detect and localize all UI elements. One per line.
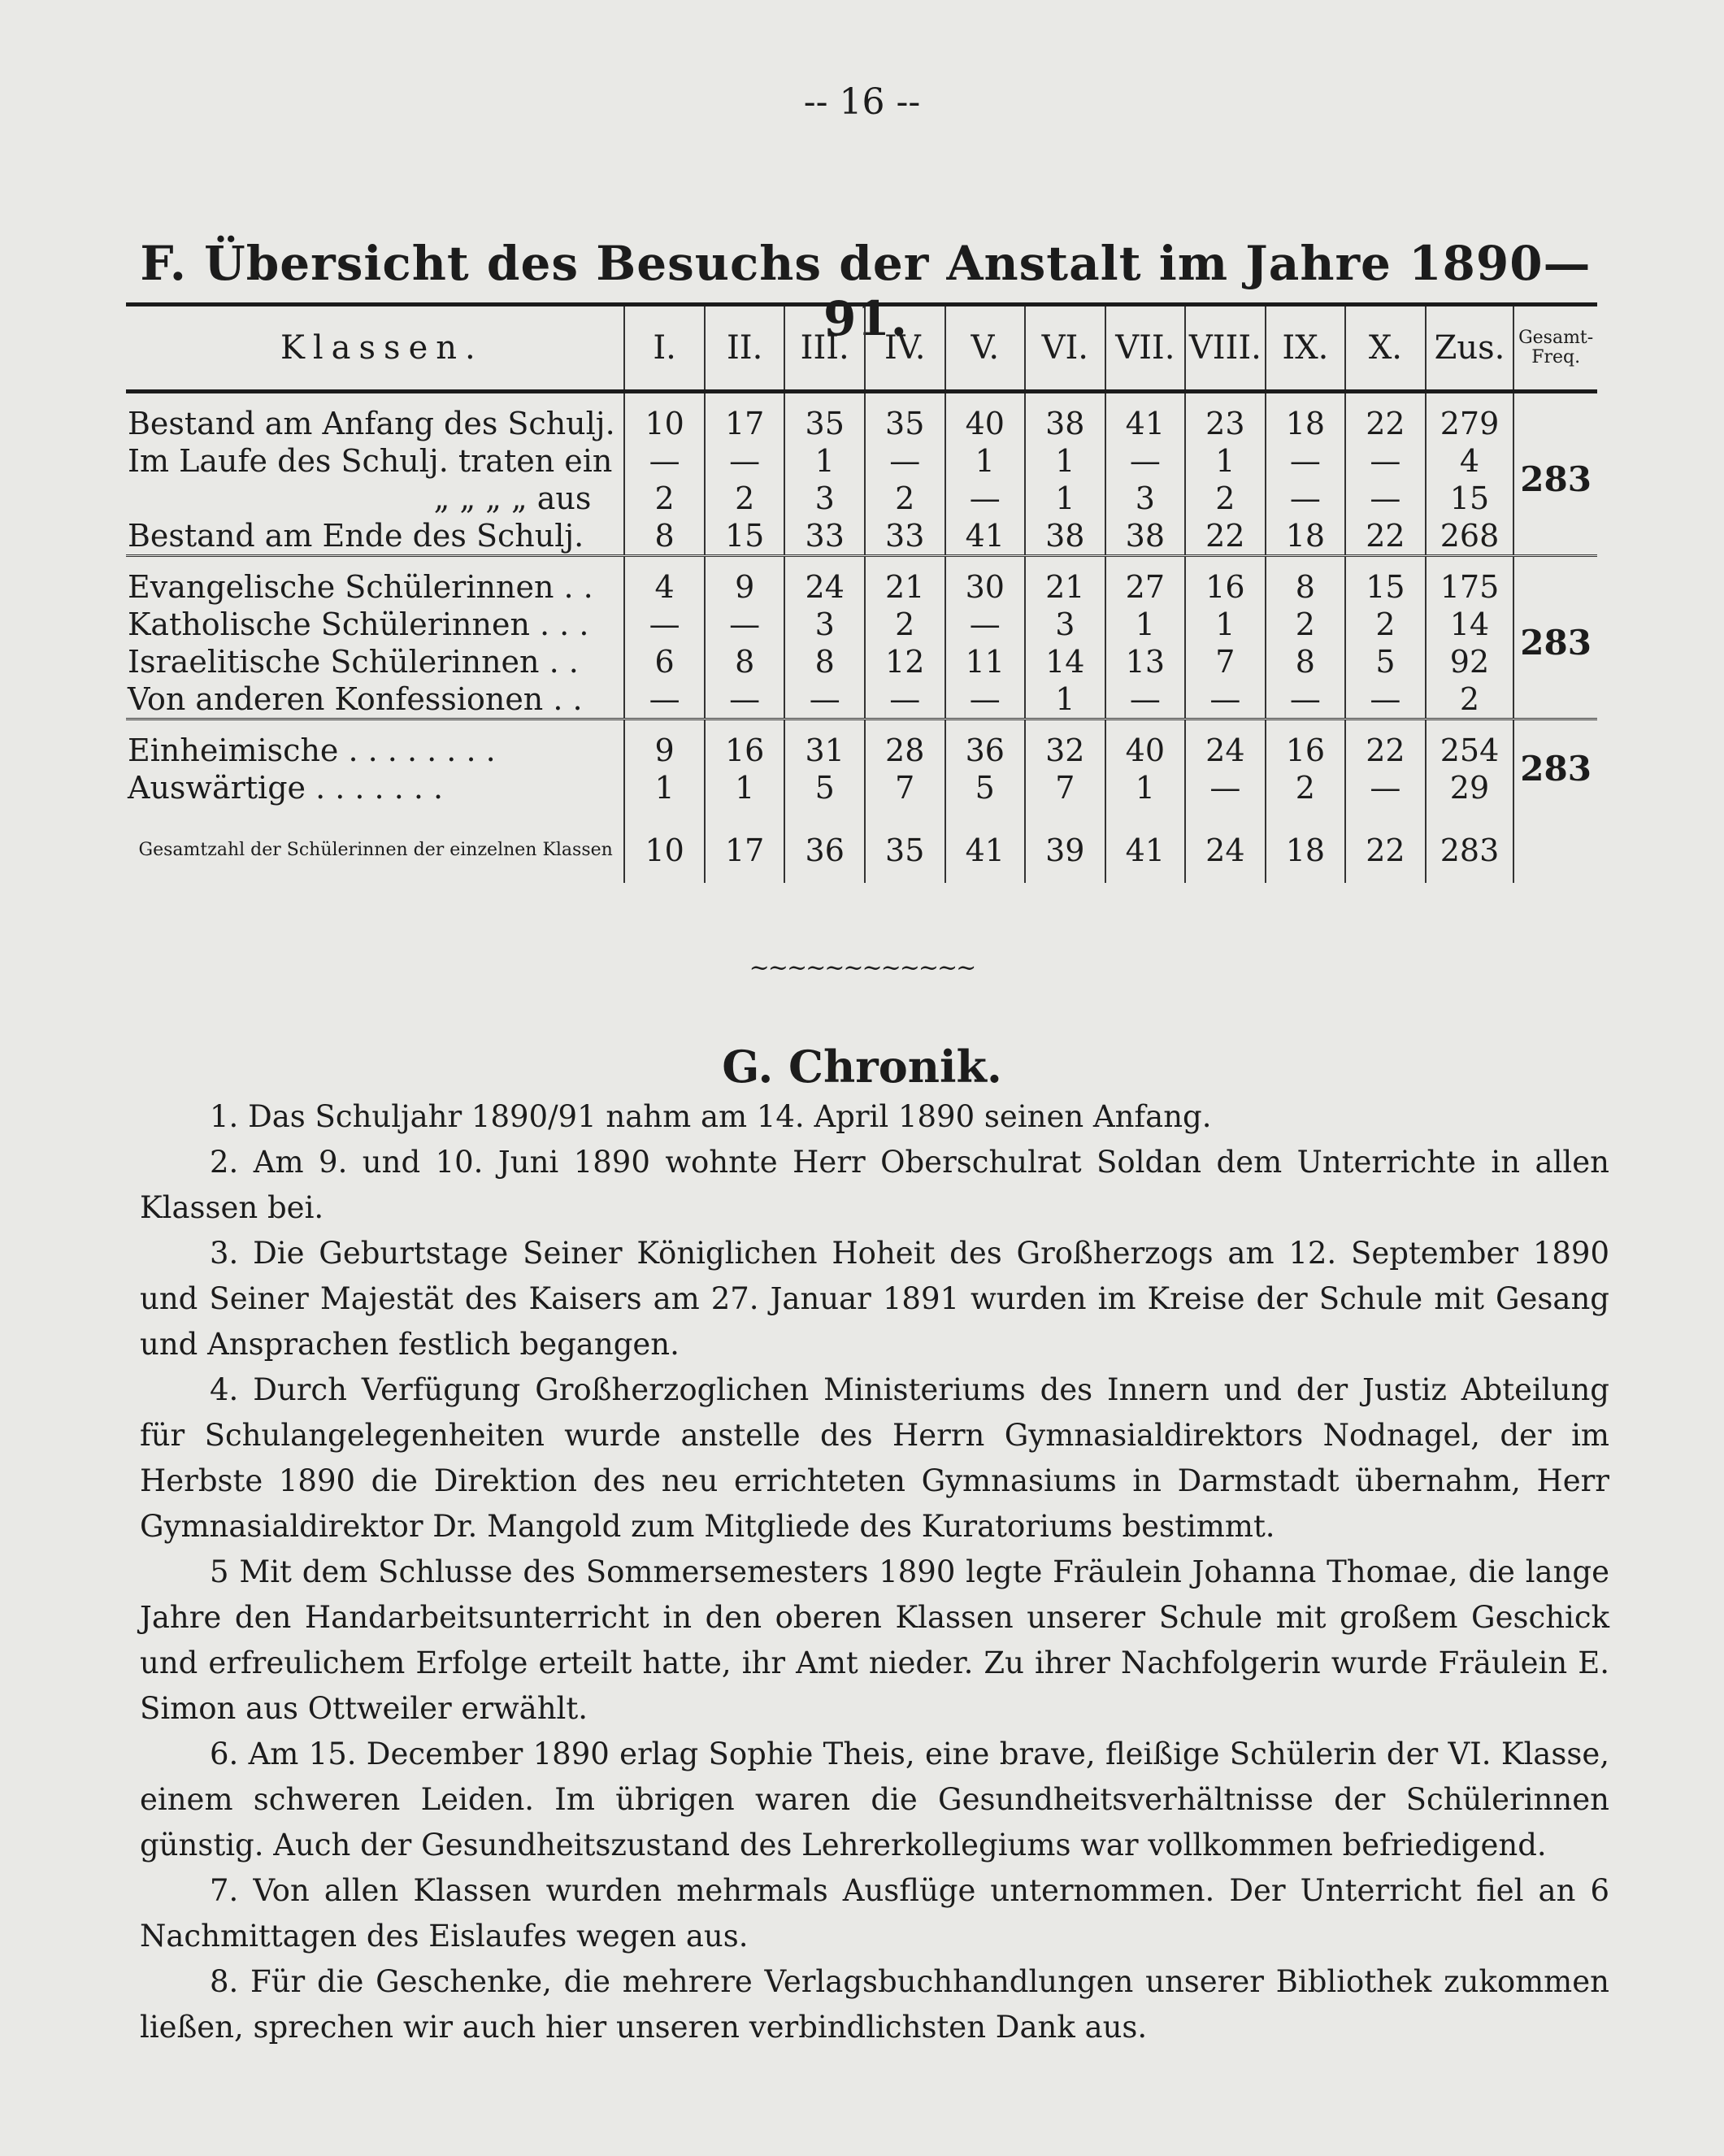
total-class-cell: 39 [1025,818,1105,883]
chronik-item: 7. Von allen Klassen wurden mehrmals Ausflüge unternommen. Der Unterricht fiel an 6 Nachmittagen des Eislaufes wegen aus. [140,1873,1609,1954]
class-value-cell: 38 [1025,517,1105,556]
class-value-cell: 8 [1266,568,1346,606]
class-value-cell: 1 [705,769,785,806]
class-value-cell: 32 [1025,732,1105,769]
spacer-cell [126,806,624,818]
row-label: Einheimische . . . . . . . . [126,732,624,769]
header-class: II. [705,305,785,392]
table-header-row [126,305,1597,392]
class-value-cell: — [705,606,785,643]
table-row [126,680,1597,719]
spacer-cell [784,806,865,818]
row-label: Bestand am Anfang des Schulj. [126,405,624,442]
total-row-label: Gesamtzahl der Schülerinnen der einzelnen Klassen [126,818,624,883]
class-value-cell: 10 [624,405,705,442]
table-row [126,643,1597,680]
row-sum-cell: 29 [1426,769,1514,806]
chronik-list [140,1094,1609,2050]
table-row [126,769,1597,806]
class-value-cell: 22 [1345,517,1426,556]
spacer-cell [624,392,705,406]
class-value-cell: 1 [1185,606,1266,643]
header-sum: Zus. [1426,305,1514,392]
class-value-cell: 28 [865,732,945,769]
spacer-cell [865,392,945,406]
group-separator [126,719,1597,732]
class-value-cell: — [624,442,705,480]
chronik-item: 2. Am 9. und 10. Juni 1890 wohnte Herr Oberschulrat Soldan dem Unterrichte in allen Klassen bei. [140,1145,1609,1225]
chronik-item: 8. Für die Geschenke, die mehrere Verlagsbuchhandlungen unserer Bibliothek zukommen ließen, sprechen wir auch hier unseren verbindlichsten Dank aus. [140,1964,1609,2045]
group-total-frequency: 283 [1520,459,1592,499]
class-value-cell: 30 [945,568,1026,606]
group-spacer [126,392,1597,406]
separator-cell [1513,556,1597,569]
spacer-cell [1266,806,1346,818]
header-class: V. [945,305,1026,392]
class-value-cell: 35 [784,405,865,442]
separator-cell [1105,719,1186,732]
header-class: IX. [1266,305,1346,392]
class-value-cell: 1 [945,442,1026,480]
class-value-cell: 1 [784,442,865,480]
separator-cell [945,556,1026,569]
spacer-cell [1426,392,1514,406]
class-value-cell: 1 [1185,442,1266,480]
spacer-cell [1105,806,1186,818]
row-label: Katholische Schülerinnen . . . [126,606,624,643]
class-value-cell: — [865,680,945,719]
row-label: Israelitische Schülerinnen . . [126,643,624,680]
spacer-cell [1345,806,1426,818]
class-value-cell: — [705,680,785,719]
separator-cell [1025,556,1105,569]
total-row [126,818,1597,883]
total-class-cell: 17 [705,818,785,883]
separator-cell [1266,719,1346,732]
empty-cell [1513,818,1597,883]
class-value-cell: 22 [1345,732,1426,769]
class-value-cell: 11 [945,643,1026,680]
table-row [126,442,1597,480]
class-value-cell: — [784,680,865,719]
class-value-cell: 1 [624,769,705,806]
class-value-cell: 1 [1025,442,1105,480]
class-value-cell: 1 [1025,480,1105,517]
class-value-cell: 24 [784,568,865,606]
class-value-cell: — [624,680,705,719]
class-value-cell: 8 [705,643,785,680]
class-value-cell: 8 [1266,643,1346,680]
spacer-cell [624,806,705,818]
header-class: I. [624,305,705,392]
class-value-cell: 2 [1266,606,1346,643]
spacer-cell [1025,806,1105,818]
row-sum-cell: 4 [1426,442,1514,480]
class-value-cell: 5 [1345,643,1426,680]
header-class: IV. [865,305,945,392]
class-value-cell: 27 [1105,568,1186,606]
spacer-cell [1185,806,1266,818]
class-value-cell: 40 [945,405,1026,442]
class-value-cell: 12 [865,643,945,680]
class-value-cell: — [945,606,1026,643]
group-separator [126,556,1597,569]
class-value-cell: 33 [784,517,865,556]
class-value-cell: 16 [1185,568,1266,606]
row-sum-cell: 268 [1426,517,1514,556]
class-value-cell: 18 [1266,517,1346,556]
separator-cell [1185,556,1266,569]
class-value-cell: 36 [945,732,1026,769]
class-value-cell: — [1266,480,1346,517]
header-class: VII. [1105,305,1186,392]
row-label: Von anderen Konfessionen . . [126,680,624,719]
attendance-table [126,302,1597,883]
class-value-cell: 7 [1185,643,1266,680]
class-value-cell: 16 [1266,732,1346,769]
class-value-cell: — [945,480,1026,517]
header-classes-label: Klassen. [126,305,624,392]
class-value-cell: 5 [784,769,865,806]
chronik-item: 4. Durch Verfügung Großherzoglichen Ministeriums des Innern und der Justiz Abteilung für Schulangelegenheiten wurde anstelle des Herrn Gymnasialdirektors Nodnagel, der im Herbste 1890 die Direktion des neu errichteten Gymnasiums in Darmstadt übernahm, Herr Gymnasialdirektor Dr. Mangold zum Mitgliede des Kuratoriums bestimmt. [140,1372,1609,1544]
separator-cell [1345,719,1426,732]
class-value-cell: — [1105,442,1186,480]
class-value-cell: 15 [1345,568,1426,606]
spacer-cell [705,806,785,818]
attendance-table-container [126,302,1597,883]
class-value-cell: 7 [865,769,945,806]
class-value-cell: 2 [705,480,785,517]
separator-cell [1025,719,1105,732]
separator-cell [705,719,785,732]
group-total-frequency: 283 [1520,749,1592,789]
class-value-cell: 35 [865,405,945,442]
class-value-cell: 14 [1025,643,1105,680]
chronik-item: 1. Das Schuljahr 1890/91 nahm am 14. April 1890 seinen Anfang. [210,1099,1212,1134]
separator-cell [1426,719,1514,732]
class-value-cell: — [1185,769,1266,806]
class-value-cell: — [1345,680,1426,719]
class-value-cell: — [1345,769,1426,806]
class-value-cell: 2 [865,606,945,643]
class-value-cell: 2 [1345,606,1426,643]
separator-cell [784,556,865,569]
class-value-cell: 5 [945,769,1026,806]
total-spacer [126,806,1597,818]
class-value-cell: 7 [1025,769,1105,806]
separator-cell [705,556,785,569]
total-class-cell: 41 [1105,818,1186,883]
separator-cell [126,556,624,569]
chronik-item: 3. Die Geburtstage Seiner Königlichen Hoheit des Großherzogs am 12. September 1890 und Seiner Majestät des Kaisers am 27. Januar 1891 wurden im Kreise der Schule mit Gesang und Ansprachen festlich begangen. [140,1236,1609,1362]
separator-cell [1266,556,1346,569]
chronik-item: 5 Mit dem Schlusse des Sommersemesters 1890 legte Fräulein Johanna Thomae, die lange Jahre den Handarbeitsunterricht in den oberen Klassen unserer Schule mit großem Geschick und erfreulichem Erfolge erteilt hatte, ihr Amt nieder. Zu ihrer Nachfolgerin wurde Fräulein E. Simon aus Ottweiler erwählt. [140,1554,1609,1726]
header-class: X. [1345,305,1426,392]
spacer-cell [945,806,1026,818]
class-value-cell: 41 [945,517,1026,556]
class-value-cell: 2 [624,480,705,517]
class-value-cell: — [1105,680,1186,719]
total-class-cell: 41 [945,818,1026,883]
class-value-cell: — [624,606,705,643]
class-value-cell: 2 [865,480,945,517]
total-class-cell: 35 [865,818,945,883]
table-row [126,732,1597,769]
row-label: „ „ „ „ aus [126,480,624,517]
spacer-cell [705,392,785,406]
total-class-cell: 36 [784,818,865,883]
row-label: Auswärtige . . . . . . . [126,769,624,806]
class-value-cell: 21 [865,568,945,606]
class-value-cell: 2 [1266,769,1346,806]
class-value-cell: 8 [784,643,865,680]
table-row [126,606,1597,643]
total-class-cell: 24 [1185,818,1266,883]
table-row [126,480,1597,517]
class-value-cell: 3 [1025,606,1105,643]
class-value-cell: 1 [1025,680,1105,719]
class-value-cell: 22 [1345,405,1426,442]
class-value-cell: 2 [1185,480,1266,517]
separator-cell [126,719,624,732]
class-value-cell: 41 [1105,405,1186,442]
header-class: VIII. [1185,305,1266,392]
header-class: VI. [1025,305,1105,392]
class-value-cell: 17 [705,405,785,442]
spacer-cell [865,806,945,818]
class-value-cell: 4 [624,568,705,606]
class-value-cell: — [1345,442,1426,480]
class-value-cell: 3 [1105,480,1186,517]
spacer-cell [1185,392,1266,406]
class-value-cell: 16 [705,732,785,769]
group-total-frequency: 283 [1520,623,1592,663]
class-value-cell: 3 [784,480,865,517]
class-value-cell: 21 [1025,568,1105,606]
row-sum-cell: 279 [1426,405,1514,442]
separator-cell [945,719,1026,732]
header-total-frequency: Gesamt-Freq. [1513,305,1597,392]
total-class-cell: 18 [1266,818,1346,883]
class-value-cell: — [705,442,785,480]
class-value-cell: — [1266,442,1346,480]
row-sum-cell: 254 [1426,732,1514,769]
class-value-cell: 9 [705,568,785,606]
chronik-item: 6. Am 15. December 1890 erlag Sophie Theis, eine brave, fleißige Schülerin der VI. Klasse, einem schweren Leiden. Im übrigen waren die Gesundheitsverhältnisse der Schülerinnen günstig. Auch der Gesundheitszustand des Lehrerkollegiums war vollkommen befriedigend. [140,1737,1609,1863]
class-value-cell: 22 [1185,517,1266,556]
spacer-cell [1345,392,1426,406]
separator-cell [865,719,945,732]
class-value-cell: 31 [784,732,865,769]
spacer-cell [126,392,624,406]
total-sum-cell: 283 [1426,818,1514,883]
class-value-cell: 23 [1185,405,1266,442]
class-value-cell: 1 [1105,606,1186,643]
spacer-cell [1105,392,1186,406]
separator-cell [1513,719,1597,732]
spacer-cell [945,392,1026,406]
row-label: Evangelische Schülerinnen . . [126,568,624,606]
class-value-cell: 3 [784,606,865,643]
class-value-cell: 38 [1025,405,1105,442]
class-value-cell: 9 [624,732,705,769]
total-class-cell: 10 [624,818,705,883]
page-number: -- 16 -- [803,81,921,123]
separator-cell [1185,719,1266,732]
row-sum-cell: 2 [1426,680,1514,719]
row-sum-cell: 175 [1426,568,1514,606]
class-value-cell: — [1345,480,1426,517]
spacer-cell [1426,806,1514,818]
class-value-cell: 1 [1105,769,1186,806]
row-sum-cell: 15 [1426,480,1514,517]
class-value-cell: 40 [1105,732,1186,769]
class-value-cell: — [945,680,1026,719]
separator-cell [1426,556,1514,569]
row-sum-cell: 14 [1426,606,1514,643]
class-value-cell: 8 [624,517,705,556]
class-value-cell: 6 [624,643,705,680]
separator-cell [624,556,705,569]
class-value-cell: 24 [1185,732,1266,769]
class-value-cell: 18 [1266,405,1346,442]
separator-cell [1105,556,1186,569]
spacer-cell [784,392,865,406]
class-value-cell: — [865,442,945,480]
class-value-cell: 33 [865,517,945,556]
class-value-cell: 38 [1105,517,1186,556]
class-value-cell: — [1266,680,1346,719]
spacer-cell [1025,392,1105,406]
total-class-cell: 22 [1345,818,1426,883]
table-body [126,392,1597,884]
spacer-cell [1266,392,1346,406]
row-label: Im Laufe des Schulj. traten ein [126,442,624,480]
table-row [126,568,1597,606]
spacer-cell [1513,806,1597,818]
header-class: III. [784,305,865,392]
class-value-cell: 15 [705,517,785,556]
section-g-title: G. Chronik. [722,1041,1002,1093]
separator-cell [624,719,705,732]
class-value-cell: 13 [1105,643,1186,680]
row-label: Bestand am Ende des Schulj. [126,517,624,556]
separator-cell [1345,556,1426,569]
separator-cell [784,719,865,732]
row-sum-cell: 92 [1426,643,1514,680]
separator-cell [865,556,945,569]
section-divider: ~~~~~~~~~~~~ [749,954,975,982]
class-value-cell: — [1185,680,1266,719]
section-f-title: F. Übersicht des Besuchs der Anstalt im Jahre 1890—91. [140,236,1592,346]
spacer-cell [1513,392,1597,406]
table-row [126,517,1597,556]
table-row [126,405,1597,442]
